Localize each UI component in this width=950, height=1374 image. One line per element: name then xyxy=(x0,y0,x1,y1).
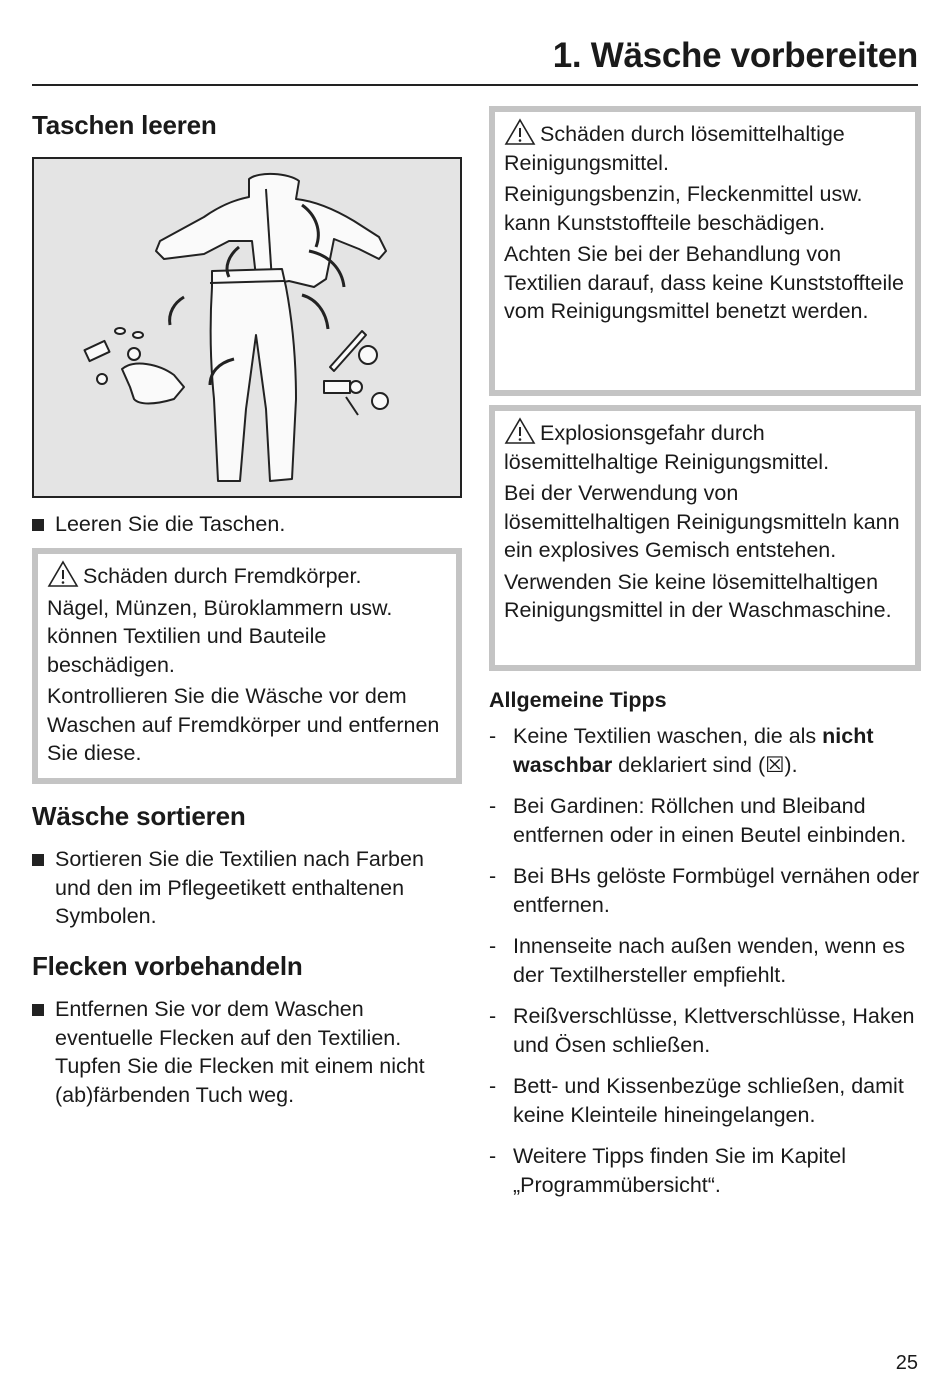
list-item: - Bett- und Kissenbezüge schließen, damit keine Kleinteile hineingelangen. xyxy=(489,1074,904,1127)
heading-allgemeine-tipps: Allgemeine Tipps xyxy=(489,688,667,712)
square-bullet-icon xyxy=(32,854,44,866)
heading-waesche-sortieren: Wäsche sortieren xyxy=(32,801,246,831)
empty-pockets-illustration xyxy=(32,157,462,498)
tips-list xyxy=(489,722,921,1212)
warning-triangle-icon xyxy=(47,560,79,588)
page-number: 25 xyxy=(895,1352,918,1374)
warning-box-explosion: Explosionsgefahr durch lösemittelhaltige Reinigungsmittel. Bei der Verwendung von lösemittelhaltigen Reinigungsmitteln kann ein explosives Gemisch entstehen. Verwenden Sie keine lösemittelhaltigen Reinigungsmittel in der Waschmaschine. xyxy=(489,405,921,671)
not-washable-symbol-icon: ☒ xyxy=(765,752,785,777)
bullet-flecken: Entfernen Sie vor dem Waschen eventuelle Flecken auf den Textilien. Tupfen Sie die Flecken mit einem nicht (ab)färbenden Tuch weg. xyxy=(32,995,462,1109)
list-item: - Innenseite nach außen wenden, wenn es der Textilhersteller empfiehlt. xyxy=(489,934,906,987)
warning-triangle-icon xyxy=(504,417,536,445)
list-item: - Bei Gardinen: Röllchen und Bleiband entfernen oder in einen Beutel einbinden. xyxy=(489,794,907,847)
warning-triangle-icon xyxy=(504,118,536,146)
list-item: - Weitere Tipps finden Sie im Kapitel „Programmübersicht“. xyxy=(489,1144,847,1197)
header-divider xyxy=(32,84,918,86)
bullet-sortieren: Sortieren Sie die Textilien nach Farben und den im Pflegeetikett enthaltenen Symbolen. xyxy=(32,845,462,931)
square-bullet-icon xyxy=(32,519,44,531)
list-item: - Bei BHs gelöste Formbügel vernähen oder entfernen. xyxy=(489,864,920,917)
heading-flecken-vorbehandeln: Flecken vorbehandeln xyxy=(32,951,303,981)
warning-box-loesemittel: Schäden durch lösemittelhaltige Reinigungsmittel. Reinigungsbenzin, Fleckenmittel usw. kann Kunststoffteile beschädigen. Achten Sie bei der Behandlung von Textilien darauf, dass keine Kunststoffteile vom Reinigungsmittel benetzt werden. xyxy=(489,106,921,396)
list-item: - Reißverschlüsse, Klettverschlüsse, Haken und Ösen schließen. xyxy=(489,1004,915,1057)
trousers-icon xyxy=(211,269,296,481)
list-item: - Keine Textilien waschen, die als nicht waschbar deklariert sind (☒). xyxy=(489,724,874,777)
heading-taschen-leeren: Taschen leeren xyxy=(32,110,217,140)
warning-box-fremdkoerper: Schäden durch Fremdkörper. Nägel, Münzen, Büroklammern usw. können Textilien und Bauteile beschädigen. Kontrollieren Sie die Wäsche vor dem Waschen auf Fremdkörper und entfernen Sie diese. xyxy=(32,548,462,784)
bullet-leeren: Leeren Sie die Taschen. xyxy=(32,510,462,539)
square-bullet-icon xyxy=(32,1004,44,1016)
page-title: 1. Wäsche vorbereiten xyxy=(552,36,918,75)
